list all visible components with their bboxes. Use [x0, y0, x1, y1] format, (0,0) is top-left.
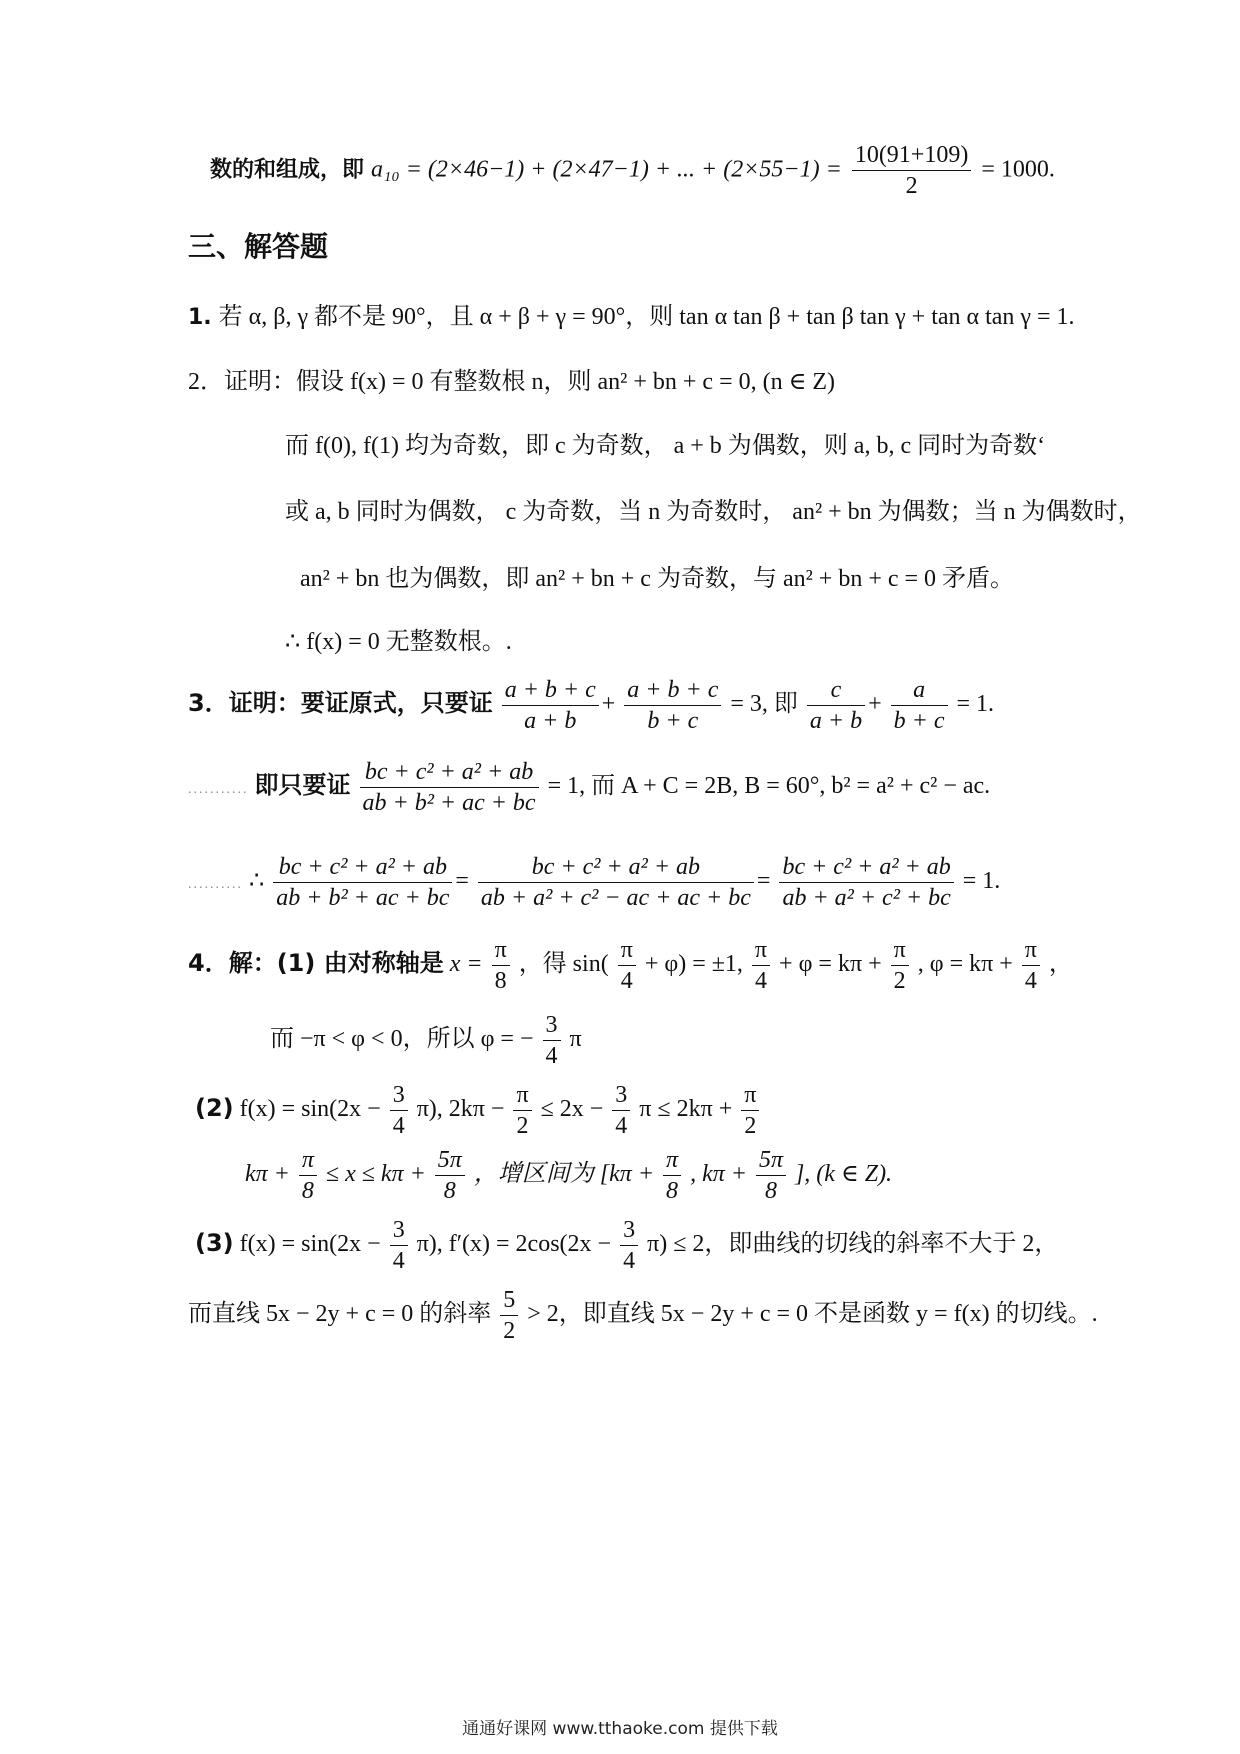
therefore-sym: ∴ [249, 868, 265, 895]
frac-num: 3 [620, 1215, 638, 1246]
frac-num: 5 [500, 1285, 518, 1316]
q3-end: = 1. [956, 691, 995, 718]
q4-l5-b: π), f′(x) = 2cos(2x − [416, 1231, 612, 1258]
q4-frac-pi-2c [741, 1080, 759, 1141]
frac-num: 3 [390, 1080, 408, 1111]
q1-number: 1. [188, 305, 212, 330]
q4-line-2 [270, 1010, 582, 1071]
q4-frac-pi-8b [299, 1145, 317, 1206]
q4-l4-b: ≤ x ≤ kπ + [325, 1161, 426, 1188]
intro-fraction [852, 140, 972, 201]
q4-l4-a: kπ + [245, 1161, 290, 1188]
q4-part3-label: (3) [195, 1229, 234, 1258]
q4-frac-3-4c [612, 1080, 630, 1141]
frac-num: π [663, 1145, 681, 1176]
q4-frac-3-4b [390, 1080, 408, 1141]
q1-line [188, 305, 1075, 329]
q3-line-1: 3．证明：要证原式，只要证 $\frac{a + b + c}{a + b}$ + $\frac{a + b + c}{b + c}$ = 3, 即 $\frac{c}{a + b}$ + $\frac{a}{b + c}$ = 1. [188, 677, 995, 734]
q3-l3-leader: .......... [188, 877, 243, 893]
frac-den: 4 [392, 1113, 405, 1139]
q4-frac-3-4d [390, 1215, 408, 1276]
frac-num: π [1022, 935, 1040, 966]
frac-den: 8 [666, 1178, 679, 1204]
frac-den: 4 [1024, 968, 1037, 994]
q2-line-3: 或 a, b 同时为偶数， c 为奇数，当 n 为奇数时， an² + bn 为偶数；当 n 为偶数时， [285, 499, 1142, 525]
q3-frac-6-den: ab + b² + ac + bc [276, 885, 450, 911]
q3-frac-3-den: a + b [809, 708, 863, 734]
q4-l1-d: + φ = kπ + [779, 951, 882, 978]
q3-frac-8-den: ab + a² + c² + bc [782, 885, 951, 911]
q3-l2-end: = 1, 而 A + C = 2B, B = 60°, b² = a² + c² − ac. [547, 773, 991, 800]
q4-frac-pi-8c [663, 1145, 681, 1206]
q3-frac-7-num: bc + c² + a² + ab [478, 852, 754, 883]
frac-den: 2 [516, 1113, 529, 1139]
q3-frac-6-num: bc + c² + a² + ab [273, 852, 452, 883]
frac-den: 4 [754, 968, 767, 994]
frac-den: 2 [893, 968, 906, 994]
q4-l1-e: , φ = kπ + [917, 951, 1013, 978]
frac-num: 3 [612, 1080, 630, 1111]
intro-frac-num: 10(91+109) [852, 140, 972, 171]
q3-mid: = 3, 即 [730, 691, 798, 718]
q4-label: 4．解：(1) 由对称轴是 [188, 949, 444, 978]
q3-frac-7-den: ab + a² + c² − ac + ac + bc [480, 885, 751, 911]
q3-frac-3-num: c [807, 675, 865, 706]
q4-l3-b: π), 2kπ − [416, 1096, 505, 1123]
frac-num: π [618, 935, 636, 966]
q4-l1-a: x = [449, 951, 483, 978]
q4-frac-3-4 [543, 1010, 561, 1071]
q4-frac-pi-4b [752, 935, 770, 996]
q4-l3-c: ≤ 2x − [540, 1096, 604, 1123]
q3-frac-2-den: b + c [647, 708, 699, 734]
q4-l3-d: π ≤ 2kπ + [639, 1096, 733, 1123]
q4-line-5 [195, 1215, 1058, 1276]
q3-frac-5-den: ab + b² + ac + bc [362, 790, 536, 816]
q3-l2-label: 即只要证 [254, 771, 351, 800]
q2-line-1: 2．证明：假设 f(x) = 0 有整数根 n，则 an² + bn + c = 0, (n ∈ Z) [188, 369, 836, 395]
q1-text: 若 α, β, γ 都不是 90°，且 α + β + γ = 90°，则 tan α tan β + tan β tan γ + tan α tan γ = 1. [218, 304, 1075, 330]
intro-prefix: 数的和组成，即 [210, 157, 365, 183]
q4-l4-d: , kπ + [690, 1161, 747, 1188]
q4-l6-b: > 2，即直线 5x − 2y + c = 0 不是函数 y = f(x) 的切线。. [527, 1301, 1098, 1328]
q4-frac-pi-2 [891, 935, 909, 996]
q4-line-3 [195, 1080, 762, 1141]
q4-frac-3-4e [620, 1215, 638, 1276]
frac-num: π [891, 935, 909, 966]
frac-den: 8 [764, 1178, 777, 1204]
frac-den: 4 [615, 1113, 628, 1139]
q2-line-5: ∴ f(x) = 0 无整数根。. [285, 629, 512, 655]
frac-den: 2 [503, 1318, 516, 1344]
q3-frac-1-den: a + b [524, 708, 577, 734]
q4-l1-f: ， [1048, 951, 1073, 978]
section-title: 三、解答题 [188, 230, 329, 263]
q4-frac-5pi-8b [756, 1145, 786, 1206]
q4-l2-b: π [569, 1026, 582, 1053]
q3-frac-2-num: a + b + c [624, 675, 721, 706]
page-footer: 通通好课网 www.tthaoke.com 提供下载 [462, 1719, 778, 1739]
q3-l2-leader: ........... [188, 782, 249, 798]
intro-frac-den: 2 [905, 173, 918, 199]
q3-frac-3 [807, 675, 865, 736]
q4-l1-c: + φ) = ±1, [644, 951, 743, 978]
q3-line-2 [188, 757, 990, 818]
q3-frac-4-num: a [891, 675, 948, 706]
frac-den: 8 [494, 968, 507, 994]
q4-frac-pi-4 [618, 935, 636, 996]
frac-num: π [752, 935, 770, 966]
frac-num: π [492, 935, 510, 966]
q3-frac-1-num: a + b + c [502, 675, 599, 706]
frac-den: 2 [744, 1113, 757, 1139]
q3-frac-5-num: bc + c² + a² + ab [360, 757, 539, 788]
q3-frac-1 [502, 675, 599, 736]
q3-frac-5 [360, 757, 539, 818]
q3-frac-8-num: bc + c² + a² + ab [779, 852, 953, 883]
q4-frac-5-2 [500, 1285, 518, 1346]
frac-num: 3 [390, 1215, 408, 1246]
q2-line-4: an² + bn 也为偶数，即 an² + bn + c 为奇数，与 an² + bn + c = 0 矛盾。 [300, 566, 1015, 592]
frac-den: 8 [443, 1178, 456, 1204]
q3-l3-end: = 1. [962, 868, 1001, 895]
q4-l5-c: π) ≤ 2，即曲线的切线的斜率不大于 2， [647, 1231, 1059, 1258]
q4-l6-a: 而直线 5x − 2y + c = 0 的斜率 [188, 1301, 492, 1328]
intro-formula-a: a₁₀ = (2×46−1) + (2×47−1) + ... + (2×55−1) = [371, 156, 842, 183]
q4-l3-a: f(x) = sin(2x − [239, 1096, 381, 1123]
q4-line-6 [188, 1285, 1098, 1346]
q4-frac-5pi-8 [435, 1145, 465, 1206]
q4-line-1 [188, 935, 1073, 996]
q4-part2-label: (2) [195, 1094, 234, 1123]
frac-num: 3 [543, 1010, 561, 1041]
frac-num: π [741, 1080, 759, 1111]
frac-den: 4 [623, 1248, 636, 1274]
frac-num: π [513, 1080, 531, 1111]
q4-l2-a: 而 −π < φ < 0，所以 φ = − [270, 1026, 534, 1053]
q4-l1-b: ，得 sin( [518, 951, 609, 978]
q4-frac-pi-2b [513, 1080, 531, 1141]
frac-num: π [299, 1145, 317, 1176]
q4-frac-pi-4c [1022, 935, 1040, 996]
q3-frac-4 [891, 675, 948, 736]
q3-label: 3．证明：要证原式，只要证 [188, 689, 493, 718]
q4-frac-pi-8 [492, 935, 510, 996]
q3-frac-8 [779, 852, 953, 913]
frac-num: 5π [435, 1145, 465, 1176]
frac-den: 4 [620, 968, 633, 994]
frac-den: 4 [392, 1248, 405, 1274]
q3-frac-2 [624, 675, 721, 736]
intro-formula-b: = 1000. [981, 156, 1055, 183]
q4-l4-e: ], (k ∈ Z). [794, 1161, 893, 1188]
intro-sum-line [210, 140, 1055, 201]
q2-line-2: 而 f(0), f(1) 均为奇数，即 c 为奇数， a + b 为偶数，则 a, b, c 同时为奇数‘ [285, 433, 1046, 459]
q3-line-3: .......... ∴ $\frac{\text{bc + c² + a² + ab}}{\text{ab + b² + ac + bc}}$ = $\frac{\text{bc + c² + a² + ab}}{\text{ab + a² + c² − ac + ac + bc}}$ = $\frac{\text{bc + c² + a² + ab}}{\text{ab + a² + c² + bc}}$ = 1. [188, 854, 1001, 911]
q4-l4-c: ，增区间为 [kπ + [473, 1161, 655, 1188]
frac-num: 5π [756, 1145, 786, 1176]
q4-line-4 [245, 1145, 892, 1206]
q3-frac-6 [273, 852, 452, 913]
frac-den: 8 [301, 1178, 314, 1204]
q4-l5-a: f(x) = sin(2x − [239, 1231, 381, 1258]
frac-den: 4 [545, 1043, 558, 1069]
q3-frac-7 [478, 852, 754, 913]
q3-frac-4-den: b + c [893, 708, 945, 734]
